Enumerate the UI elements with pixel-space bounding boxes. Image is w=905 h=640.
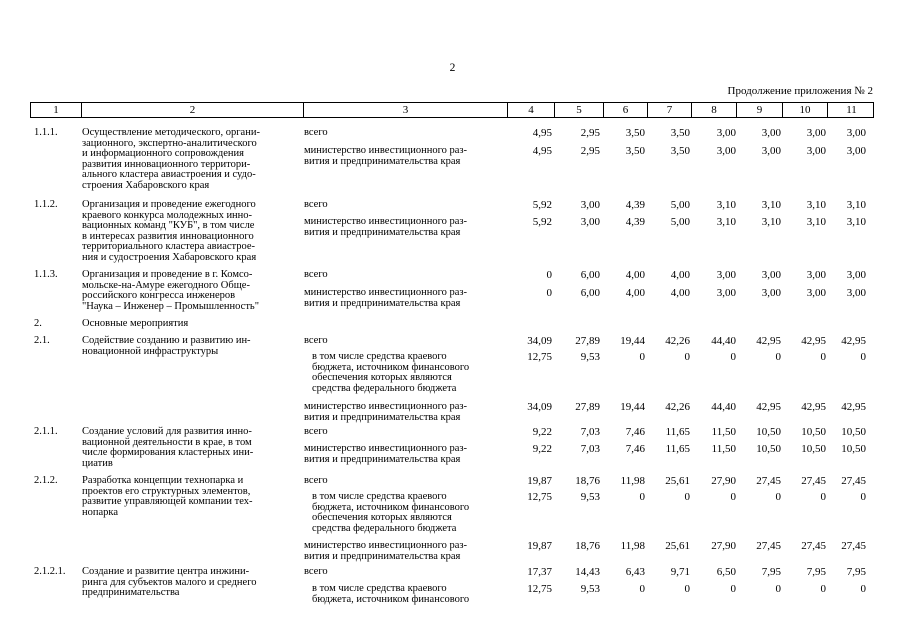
sub-label-line: министерство инвестиционного раз- xyxy=(304,287,468,298)
value-cell-col-5: 6,00 xyxy=(580,269,600,281)
sub-label-line: всего xyxy=(304,566,328,577)
value-cell-col-10: 3,00 xyxy=(806,127,826,139)
value-cell-col-8: 3,00 xyxy=(716,269,736,281)
row-code: 1.1.3. xyxy=(34,269,58,280)
value-cell-col-7: 11,65 xyxy=(665,443,690,455)
sub-label-line: всего xyxy=(304,199,328,210)
header-col-3: 3 xyxy=(303,103,507,117)
value-cell-col-11: 27,45 xyxy=(841,475,866,487)
header-col-5: 5 xyxy=(554,103,603,117)
value-cell-col-9: 27,45 xyxy=(756,540,781,552)
row-name-line: строения Хабаровского края xyxy=(82,179,210,191)
value-cell-col-9: 42,95 xyxy=(756,401,781,413)
value-cell-col-4: 12,75 xyxy=(527,583,552,595)
value-cell-col-11: 3,00 xyxy=(846,287,866,299)
header-col-6: 6 xyxy=(603,103,647,117)
row-name-line: краевого конкурса молодежных инно- xyxy=(82,209,253,221)
row-name-line: проектов его структурных элементов, xyxy=(82,485,251,497)
header-col-9: 9 xyxy=(736,103,782,117)
value-cell-col-7: 3,50 xyxy=(670,127,690,139)
sub-label-line: в том числе средства краевого xyxy=(312,583,447,594)
value-cell-col-6: 4,39 xyxy=(625,216,645,228)
row-name-line: в интересах развития инновационного xyxy=(82,230,254,242)
value-cell-col-4: 5,92 xyxy=(532,216,552,228)
value-cell-col-7: 9,71 xyxy=(670,566,690,578)
value-cell-col-7: 3,50 xyxy=(670,145,690,157)
sub-label-line: министерство инвестиционного раз- xyxy=(304,540,468,551)
value-cell-col-9: 7,95 xyxy=(761,566,781,578)
value-cell-col-11: 0 xyxy=(860,351,866,363)
value-cell-col-5: 9,53 xyxy=(580,351,600,363)
row-name-line: числе формирования кластерных ини- xyxy=(82,447,254,458)
sub-label-line: вития и предпринимательства края xyxy=(304,411,461,423)
value-cell-col-8: 27,90 xyxy=(711,475,736,487)
value-cell-col-4: 4,95 xyxy=(532,145,552,157)
value-cell-col-4: 34,09 xyxy=(527,401,552,413)
value-cell-col-7: 25,61 xyxy=(665,475,690,487)
sub-label-line: министерство инвестиционного раз- xyxy=(304,443,468,454)
sub-label-line: всего xyxy=(304,127,328,138)
value-cell-col-9: 3,00 xyxy=(761,145,781,157)
sub-label-line: всего xyxy=(304,269,328,280)
sub-label-line: всего xyxy=(304,335,328,346)
value-cell-col-8: 11,50 xyxy=(711,443,736,455)
value-cell-col-10: 27,45 xyxy=(801,540,826,552)
value-cell-col-10: 3,10 xyxy=(806,216,826,228)
row-name-line: ния и судостроения Хабаровского края xyxy=(82,251,257,263)
value-cell-col-8: 3,00 xyxy=(716,287,736,299)
value-cell-col-7: 11,65 xyxy=(665,426,690,438)
sub-label-line: вития и предпринимательства края xyxy=(304,453,461,465)
value-cell-col-7: 42,26 xyxy=(665,335,690,347)
header-col-11: 11 xyxy=(827,103,875,117)
value-cell-col-4: 34,09 xyxy=(527,335,552,347)
value-cell-col-9: 10,50 xyxy=(756,443,781,455)
value-cell-col-4: 17,37 xyxy=(527,566,552,578)
value-cell-col-11: 7,95 xyxy=(846,566,866,578)
value-cell-col-7: 4,00 xyxy=(670,287,690,299)
value-cell-col-11: 10,50 xyxy=(841,426,866,438)
value-cell-col-7: 5,00 xyxy=(670,199,690,211)
value-cell-col-5: 3,00 xyxy=(580,216,600,228)
value-cell-col-11: 42,95 xyxy=(841,401,866,413)
value-cell-col-11: 3,10 xyxy=(846,216,866,228)
value-cell-col-5: 2,95 xyxy=(580,145,600,157)
row-code: 2.1. xyxy=(34,335,50,346)
sub-label-line: министерство инвестиционного раз- xyxy=(304,401,468,412)
row-name-line: Содействие созданию и развитию ин- xyxy=(82,335,251,346)
value-cell-col-11: 0 xyxy=(860,491,866,503)
header-col-10: 10 xyxy=(782,103,827,117)
header-col-2: 2 xyxy=(81,103,303,117)
sub-label-line: вития и предпринимательства края xyxy=(304,155,461,167)
row-name-line: вационной деятельности в крае, в том xyxy=(82,436,252,448)
value-cell-col-11: 0 xyxy=(860,583,866,595)
value-cell-col-4: 19,87 xyxy=(527,540,552,552)
value-cell-col-10: 42,95 xyxy=(801,401,826,413)
value-cell-col-9: 10,50 xyxy=(756,426,781,438)
row-name-line: Создание и развитие центра инжини- xyxy=(82,566,250,577)
value-cell-col-6: 0 xyxy=(639,583,645,595)
value-cell-col-4: 0 xyxy=(546,287,552,299)
row-name-line: мольске-на-Амуре ежегодного Обще- xyxy=(82,279,250,291)
value-cell-col-4: 12,75 xyxy=(527,491,552,503)
value-cell-col-10: 27,45 xyxy=(801,475,826,487)
value-cell-col-10: 42,95 xyxy=(801,335,826,347)
sub-label-line: обеспечения которых являются xyxy=(312,372,452,383)
row-code: 1.1.1. xyxy=(34,127,58,138)
value-cell-col-5: 6,00 xyxy=(580,287,600,299)
value-cell-col-11: 42,95 xyxy=(841,335,866,347)
value-cell-col-4: 4,95 xyxy=(532,127,552,139)
continuation-label: Продолжение приложения № 2 xyxy=(727,85,873,97)
value-cell-col-5: 2,95 xyxy=(580,127,600,139)
value-cell-col-8: 3,00 xyxy=(716,145,736,157)
value-cell-col-6: 3,50 xyxy=(625,127,645,139)
value-cell-col-6: 7,46 xyxy=(625,426,645,438)
value-cell-col-9: 3,00 xyxy=(761,127,781,139)
value-cell-col-9: 42,95 xyxy=(756,335,781,347)
value-cell-col-8: 27,90 xyxy=(711,540,736,552)
value-cell-col-5: 27,89 xyxy=(575,335,600,347)
value-cell-col-6: 19,44 xyxy=(620,335,645,347)
sub-label-line: обеспечения которых являются xyxy=(312,512,452,523)
value-cell-col-4: 0 xyxy=(546,269,552,281)
row-name-line: Создание условий для развития инно- xyxy=(82,426,252,437)
value-cell-col-7: 42,26 xyxy=(665,401,690,413)
sub-label-line: министерство инвестиционного раз- xyxy=(304,216,468,227)
value-cell-col-8: 0 xyxy=(730,583,736,595)
value-cell-col-5: 18,76 xyxy=(575,540,600,552)
value-cell-col-6: 0 xyxy=(639,491,645,503)
value-cell-col-5: 18,76 xyxy=(575,475,600,487)
row-name-line: Разработка концепции технопарка и xyxy=(82,475,244,486)
value-cell-col-6: 3,50 xyxy=(625,145,645,157)
sub-label-line: министерство инвестиционного раз- xyxy=(304,145,468,156)
sub-label-line: вития и предпринимательства края xyxy=(304,226,461,238)
value-cell-col-10: 3,00 xyxy=(806,269,826,281)
value-cell-col-7: 5,00 xyxy=(670,216,690,228)
sub-label-line: всего xyxy=(304,426,328,437)
value-cell-col-6: 4,39 xyxy=(625,199,645,211)
value-cell-col-10: 0 xyxy=(820,491,826,503)
value-cell-col-10: 0 xyxy=(820,583,826,595)
value-cell-col-8: 11,50 xyxy=(711,426,736,438)
value-cell-col-10: 3,00 xyxy=(806,287,826,299)
sub-label-line: в том числе средства краевого xyxy=(312,351,447,362)
page-number: 2 xyxy=(449,62,456,74)
header-col-1: 1 xyxy=(53,104,59,116)
sub-label-line: средства федерального бюджета xyxy=(312,522,457,534)
value-cell-col-9: 3,10 xyxy=(761,199,781,211)
value-cell-col-10: 3,10 xyxy=(806,199,826,211)
value-cell-col-4: 9,22 xyxy=(532,443,552,455)
value-cell-col-9: 27,45 xyxy=(756,475,781,487)
row-name-line: зационного, экспертно-аналитического xyxy=(82,137,257,149)
row-name-line: Организация и проведение в г. Комсо- xyxy=(82,269,253,280)
sub-label-line: бюджета, источником финансового xyxy=(312,501,470,513)
value-cell-col-8: 6,50 xyxy=(716,566,736,578)
value-cell-col-4: 12,75 xyxy=(527,351,552,363)
value-cell-col-8: 0 xyxy=(730,491,736,503)
value-cell-col-7: 0 xyxy=(684,583,690,595)
row-code: 2.1.2. xyxy=(34,475,58,486)
value-cell-col-11: 3,00 xyxy=(846,145,866,157)
value-cell-col-11: 3,10 xyxy=(846,199,866,211)
value-cell-col-9: 0 xyxy=(775,491,781,503)
row-name-line: Осуществление методического, органи- xyxy=(82,127,260,138)
value-cell-col-7: 25,61 xyxy=(665,540,690,552)
row-name-line: ального кластера авиастроения и судо- xyxy=(82,169,256,180)
value-cell-col-6: 7,46 xyxy=(625,443,645,455)
value-cell-col-8: 3,10 xyxy=(716,199,736,211)
value-cell-col-5: 7,03 xyxy=(580,443,600,455)
value-cell-col-5: 27,89 xyxy=(575,401,600,413)
row-name-line: развитие управляющей компании тех- xyxy=(82,496,253,507)
value-cell-col-6: 6,43 xyxy=(625,566,645,578)
row-code: 2.1.1. xyxy=(34,426,58,437)
value-cell-col-6: 19,44 xyxy=(620,401,645,413)
value-cell-col-10: 7,95 xyxy=(806,566,826,578)
value-cell-col-11: 3,00 xyxy=(846,269,866,281)
value-cell-col-4: 19,87 xyxy=(527,475,552,487)
row-code: 2. xyxy=(34,318,42,329)
sub-label-line: средства федерального бюджета xyxy=(312,382,457,394)
value-cell-col-9: 0 xyxy=(775,351,781,363)
value-cell-col-5: 14,43 xyxy=(575,566,600,578)
value-cell-col-5: 7,03 xyxy=(580,426,600,438)
value-cell-col-9: 0 xyxy=(775,583,781,595)
value-cell-col-10: 0 xyxy=(820,351,826,363)
value-cell-col-8: 44,40 xyxy=(711,335,736,347)
table-header xyxy=(30,102,874,118)
row-name-line: Организация и проведение ежегодного xyxy=(82,199,256,210)
value-cell-col-9: 3,10 xyxy=(761,216,781,228)
row-name-line: российского конгресса инженеров xyxy=(82,290,236,301)
row-code: 1.1.2. xyxy=(34,199,58,210)
value-cell-col-7: 0 xyxy=(684,491,690,503)
value-cell-col-5: 9,53 xyxy=(580,583,600,595)
header-col-7: 7 xyxy=(647,103,691,117)
value-cell-col-6: 0 xyxy=(639,351,645,363)
value-cell-col-6: 11,98 xyxy=(620,475,645,487)
value-cell-col-10: 10,50 xyxy=(801,426,826,438)
row-name-line: и информационного сопровождения xyxy=(82,148,244,159)
value-cell-col-10: 3,00 xyxy=(806,145,826,157)
value-cell-col-6: 4,00 xyxy=(625,287,645,299)
row-code: 2.1.2.1. xyxy=(34,566,66,577)
row-name-line: предпринимательства xyxy=(82,587,180,598)
value-cell-col-8: 44,40 xyxy=(711,401,736,413)
value-cell-col-7: 4,00 xyxy=(670,269,690,281)
sub-label-line: бюджета, источником финансового xyxy=(312,593,470,605)
value-cell-col-11: 3,00 xyxy=(846,127,866,139)
row-name-line: нопарка xyxy=(82,506,119,518)
row-name-line: вационных команд "КУБ", в том числе xyxy=(82,220,255,231)
value-cell-col-8: 3,00 xyxy=(716,127,736,139)
row-name-line: развития инновационного территори- xyxy=(82,158,251,170)
sub-label-line: вития и предпринимательства края xyxy=(304,297,461,309)
value-cell-col-8: 3,10 xyxy=(716,216,736,228)
row-name-line: Основные мероприятия xyxy=(82,318,189,329)
value-cell-col-8: 0 xyxy=(730,351,736,363)
row-name-line: новационной инфраструктуры xyxy=(82,345,219,357)
row-name-line: циатив xyxy=(82,457,113,469)
value-cell-col-6: 4,00 xyxy=(625,269,645,281)
header-col-4: 4 xyxy=(507,103,554,117)
value-cell-col-4: 5,92 xyxy=(532,199,552,211)
value-cell-col-9: 3,00 xyxy=(761,269,781,281)
value-cell-col-11: 10,50 xyxy=(841,443,866,455)
row-name-line: "Наука – Инженер – Промышленность" xyxy=(82,300,259,312)
value-cell-col-11: 27,45 xyxy=(841,540,866,552)
value-cell-col-6: 11,98 xyxy=(620,540,645,552)
sub-label-line: всего xyxy=(304,475,328,486)
sub-label-line: вития и предпринимательства края xyxy=(304,550,461,562)
value-cell-col-5: 3,00 xyxy=(580,199,600,211)
value-cell-col-9: 3,00 xyxy=(761,287,781,299)
header-col-8: 8 xyxy=(691,103,736,117)
value-cell-col-10: 10,50 xyxy=(801,443,826,455)
row-name-line: территориального кластера авиастрое- xyxy=(82,241,256,252)
row-name-line: ринга для субъектов малого и среднего xyxy=(82,576,257,588)
sub-label-line: в том числе средства краевого xyxy=(312,491,447,502)
value-cell-col-4: 9,22 xyxy=(532,426,552,438)
sub-label-line: бюджета, источником финансового xyxy=(312,361,470,373)
value-cell-col-5: 9,53 xyxy=(580,491,600,503)
value-cell-col-7: 0 xyxy=(684,351,690,363)
